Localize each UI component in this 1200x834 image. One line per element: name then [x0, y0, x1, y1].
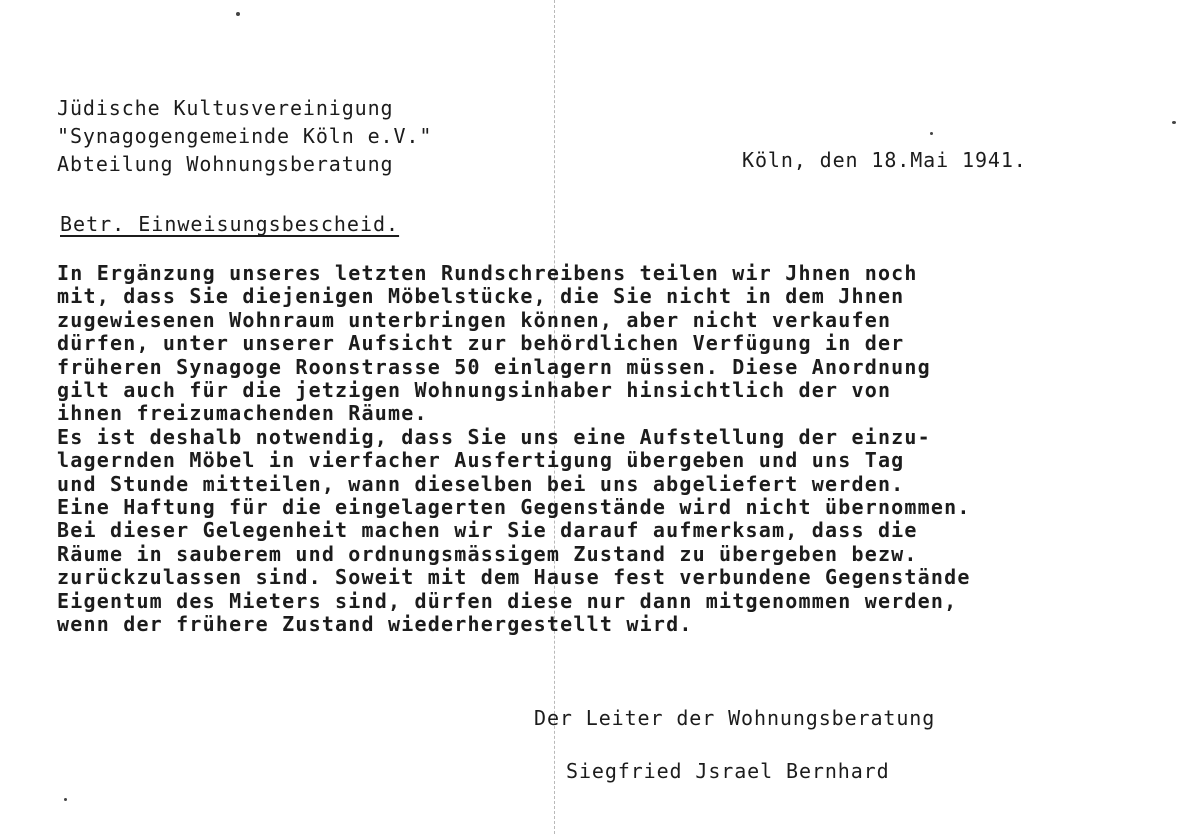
sender-department: Abteilung Wohnungsberatung — [57, 152, 394, 176]
letter-body — [57, 262, 1177, 637]
signature-name: Siegfried Jsrael Bernhard — [566, 759, 890, 783]
ink-speck — [64, 798, 67, 801]
body-line: zugewiesenen Wohnraum unterbringen können, aber nicht verkaufen — [57, 307, 892, 332]
sender-organization: Jüdische Kultusvereinigung — [57, 96, 394, 120]
body-line: lagernden Möbel in vierfacher Ausfertigung übergeben und uns Tag — [57, 448, 905, 473]
date-line: Köln, den 18.Mai 1941. — [742, 148, 1027, 172]
body-line: Es ist deshalb notwendig, dass Sie uns eine Aufstellung der einzu- — [57, 424, 931, 449]
body-line: wenn der frühere Zustand wiederhergestellt wird. — [57, 612, 693, 637]
body-line: und Stunde mitteilen, wann dieselben bei uns abgeliefert werden. — [57, 471, 905, 496]
body-line: Eine Haftung für die eingelagerten Gegenstände wird nicht übernommen. — [57, 495, 971, 520]
body-line: Eigentum des Mieters sind, dürfen diese nur dann mitgenommen werden, — [57, 588, 958, 613]
body-line: zurückzulassen sind. Soweit mit dem Hause fest verbundene Gegenstände — [57, 565, 971, 590]
body-line: früheren Synagoge Roonstrasse 50 einlagern müssen. Diese Anordnung — [57, 354, 931, 379]
body-line: gilt auch für die jetzigen Wohnungsinhaber hinsichtlich der von — [57, 378, 892, 403]
sender-block — [57, 94, 432, 178]
ink-speck — [1172, 121, 1176, 124]
closing-title: Der Leiter der Wohnungsberatung — [534, 706, 936, 730]
body-line: mit, dass Sie diejenigen Möbelstücke, die Sie nicht in dem Jhnen — [57, 284, 905, 309]
subject-line: Betr. Einweisungsbescheid. — [60, 212, 400, 236]
ink-speck — [930, 132, 933, 135]
ink-speck — [236, 12, 240, 16]
body-line: dürfen, unter unserer Aufsicht zur behördlichen Verfügung in der — [57, 331, 905, 356]
body-line: ihnen freizumachenden Räume. — [57, 401, 428, 426]
body-line: Räume in sauberem und ordnungsmässigem Zustand zu übergeben bezw. — [57, 541, 918, 566]
body-line: In Ergänzung unseres letzten Rundschreibens teilen wir Jhnen noch — [57, 261, 918, 285]
sender-community: "Synagogengemeinde Köln e.V." — [57, 124, 433, 148]
body-line: Bei dieser Gelegenheit machen wir Sie darauf aufmerksam, dass die — [57, 518, 918, 543]
